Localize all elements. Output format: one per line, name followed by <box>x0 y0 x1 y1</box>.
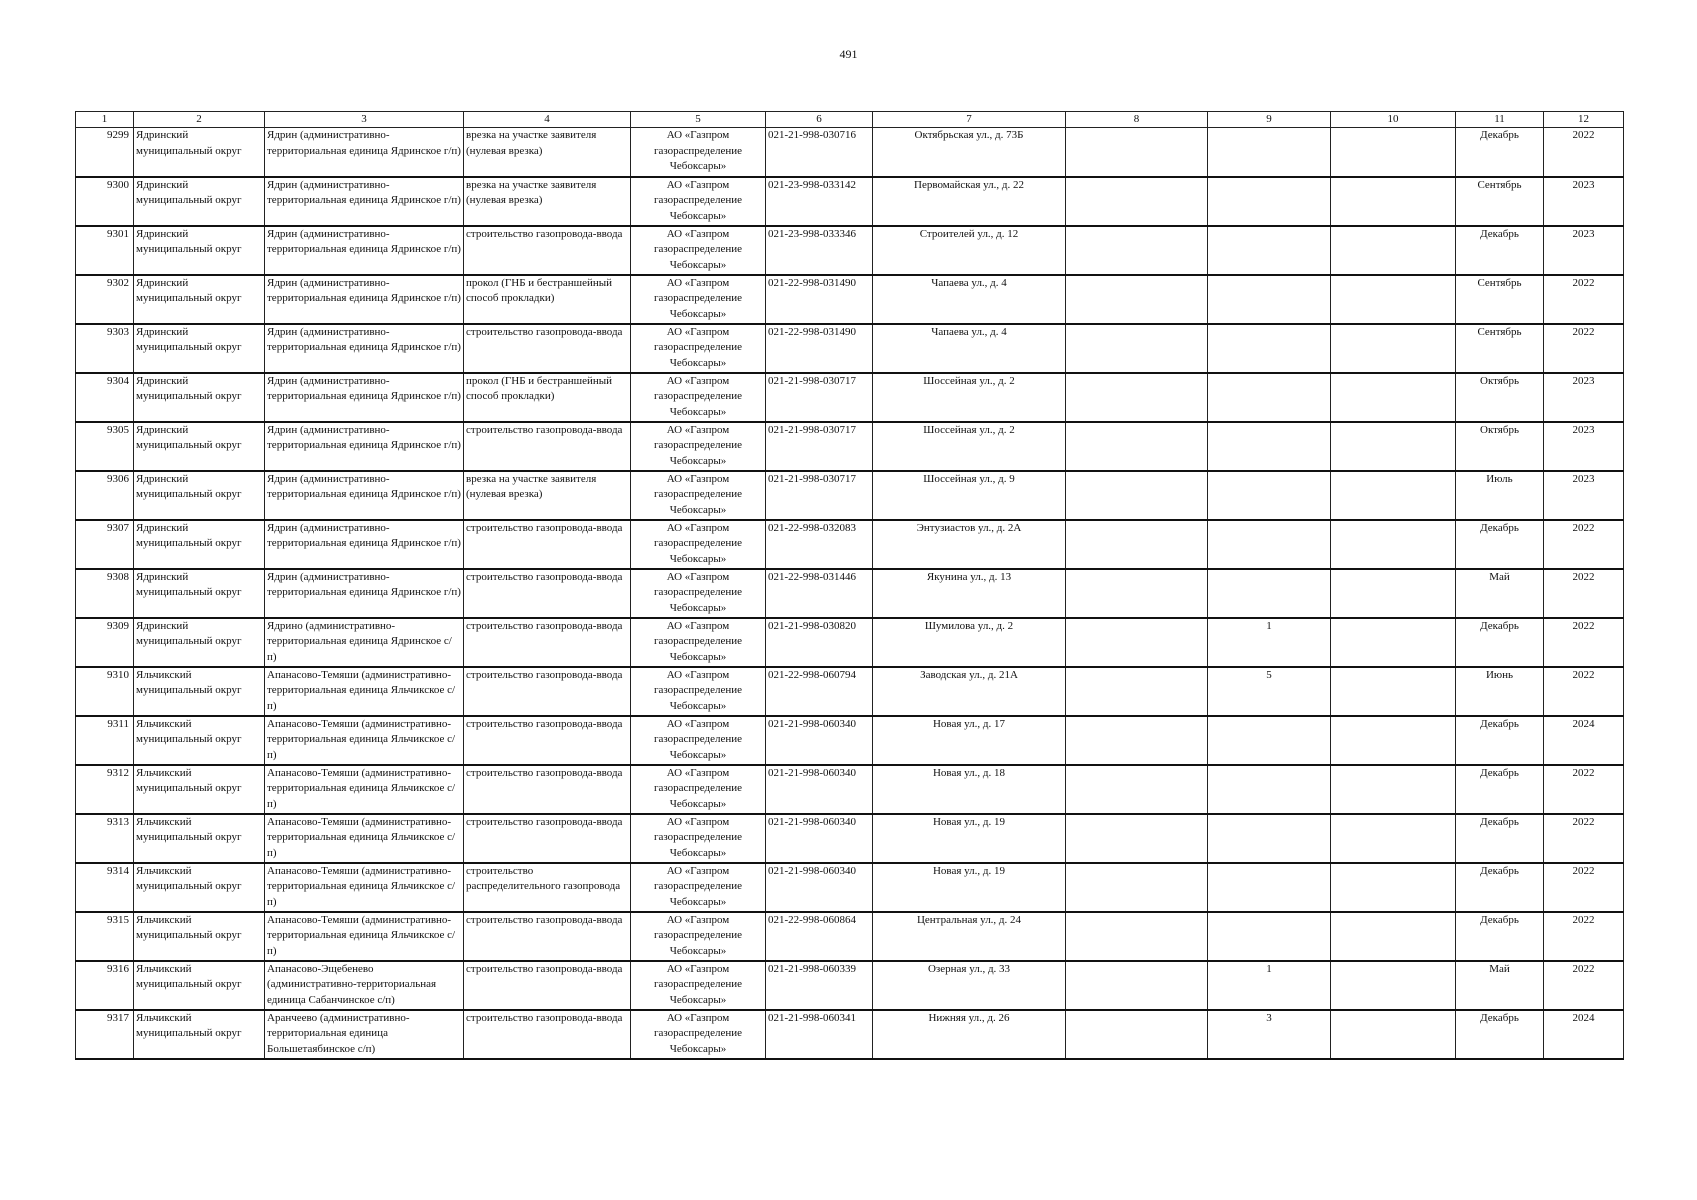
address-cell: Чапаева ул., д. 4 <box>873 324 1066 373</box>
work-type-cell: врезка на участке заявителя (нулевая врезка) <box>464 128 631 177</box>
table-row <box>76 716 1624 765</box>
address-cell: Шумилова ул., д. 2 <box>873 618 1066 667</box>
district-cell: Яльчикский муниципальный округ <box>134 814 265 863</box>
object-code-cell: 021-21-998-060340 <box>766 716 873 765</box>
month-cell: Октябрь <box>1456 422 1544 471</box>
page-number: 491 <box>839 47 858 61</box>
column-8-cell <box>1066 128 1208 177</box>
row-number-cell: 9306 <box>76 471 134 520</box>
column-9-cell <box>1208 324 1331 373</box>
address-cell: Шоссейная ул., д. 9 <box>873 471 1066 520</box>
month-cell: Декабрь <box>1456 128 1544 177</box>
column-9-cell <box>1208 471 1331 520</box>
settlement-cell: Апанасово-Темяши (административно-территориальная единица Яльчикское с/п) <box>265 716 464 765</box>
address-cell: Новая ул., д. 18 <box>873 765 1066 814</box>
column-header-2: 2 <box>134 112 265 128</box>
column-8-cell <box>1066 716 1208 765</box>
organization-cell: АО «Газпром газораспределение Чебоксары» <box>631 520 766 569</box>
organization-cell: АО «Газпром газораспределение Чебоксары» <box>631 618 766 667</box>
column-8-cell <box>1066 324 1208 373</box>
column-9-cell: 1 <box>1208 961 1331 1010</box>
district-cell: Яльчикский муниципальный округ <box>134 961 265 1010</box>
settlement-cell: Апанасово-Темяши (административно-территориальная единица Яльчикское с/п) <box>265 912 464 961</box>
organization-cell: АО «Газпром газораспределение Чебоксары» <box>631 422 766 471</box>
address-cell: Заводская ул., д. 21А <box>873 667 1066 716</box>
district-cell: Ядринский муниципальный округ <box>134 324 265 373</box>
column-9-cell <box>1208 373 1331 422</box>
district-cell: Яльчикский муниципальный округ <box>134 716 265 765</box>
settlement-cell: Ядрин (административно-территориальная единица Ядринское г/п) <box>265 128 464 177</box>
year-cell: 2022 <box>1544 324 1624 373</box>
column-8-cell <box>1066 863 1208 912</box>
column-9-cell <box>1208 716 1331 765</box>
work-type-cell: строительство газопровода-ввода <box>464 667 631 716</box>
month-cell: Декабрь <box>1456 618 1544 667</box>
object-code-cell: 021-21-998-060339 <box>766 961 873 1010</box>
work-type-cell: строительство газопровода-ввода <box>464 520 631 569</box>
column-10-cell <box>1331 128 1456 177</box>
object-code-cell: 021-21-998-030717 <box>766 471 873 520</box>
year-cell: 2022 <box>1544 128 1624 177</box>
row-number-cell: 9311 <box>76 716 134 765</box>
month-cell: Июль <box>1456 471 1544 520</box>
column-header-8: 8 <box>1066 112 1208 128</box>
column-header-9: 9 <box>1208 112 1331 128</box>
column-10-cell <box>1331 765 1456 814</box>
column-8-cell <box>1066 765 1208 814</box>
table-row <box>76 471 1624 520</box>
address-cell: Шоссейная ул., д. 2 <box>873 422 1066 471</box>
row-number-cell: 9302 <box>76 275 134 324</box>
organization-cell: АО «Газпром газораспределение Чебоксары» <box>631 569 766 618</box>
organization-cell: АО «Газпром газораспределение Чебоксары» <box>631 373 766 422</box>
column-9-cell <box>1208 814 1331 863</box>
year-cell: 2022 <box>1544 667 1624 716</box>
work-type-cell: строительство газопровода-ввода <box>464 1010 631 1059</box>
address-cell: Строителей ул., д. 12 <box>873 226 1066 275</box>
work-type-cell: строительство газопровода-ввода <box>464 569 631 618</box>
table-row <box>76 324 1624 373</box>
column-10-cell <box>1331 814 1456 863</box>
address-cell: Энтузиастов ул., д. 2А <box>873 520 1066 569</box>
row-number-cell: 9309 <box>76 618 134 667</box>
table-row <box>76 569 1624 618</box>
settlement-cell: Апанасово-Темяши (административно-территориальная единица Яльчикское с/п) <box>265 863 464 912</box>
column-10-cell <box>1331 618 1456 667</box>
column-10-cell <box>1331 716 1456 765</box>
table-row <box>76 814 1624 863</box>
column-8-cell <box>1066 177 1208 226</box>
year-cell: 2024 <box>1544 1010 1624 1059</box>
table-row <box>76 275 1624 324</box>
work-type-cell: строительство газопровода-ввода <box>464 814 631 863</box>
column-8-cell <box>1066 814 1208 863</box>
month-cell: Декабрь <box>1456 1010 1544 1059</box>
object-code-cell: 021-22-998-031490 <box>766 275 873 324</box>
row-number-cell: 9310 <box>76 667 134 716</box>
column-8-cell <box>1066 471 1208 520</box>
row-number-cell: 9313 <box>76 814 134 863</box>
column-9-cell <box>1208 275 1331 324</box>
object-code-cell: 021-22-998-031446 <box>766 569 873 618</box>
column-9-cell: 1 <box>1208 618 1331 667</box>
work-type-cell: прокол (ГНБ и бестраншейный способ прокладки) <box>464 373 631 422</box>
work-type-cell: врезка на участке заявителя (нулевая врезка) <box>464 471 631 520</box>
column-10-cell <box>1331 667 1456 716</box>
work-type-cell: прокол (ГНБ и бестраншейный способ прокладки) <box>464 275 631 324</box>
object-code-cell: 021-21-998-060340 <box>766 863 873 912</box>
column-header-11: 11 <box>1456 112 1544 128</box>
address-cell: Центральная ул., д. 24 <box>873 912 1066 961</box>
month-cell: Декабрь <box>1456 226 1544 275</box>
work-type-cell: строительство газопровода-ввода <box>464 716 631 765</box>
settlement-cell: Апанасово-Темяши (административно-территориальная единица Яльчикское с/п) <box>265 765 464 814</box>
column-10-cell <box>1331 373 1456 422</box>
column-10-cell <box>1331 569 1456 618</box>
district-cell: Яльчикский муниципальный округ <box>134 667 265 716</box>
year-cell: 2022 <box>1544 520 1624 569</box>
column-9-cell <box>1208 863 1331 912</box>
column-9-cell <box>1208 765 1331 814</box>
row-number-cell: 9315 <box>76 912 134 961</box>
month-cell: Декабрь <box>1456 912 1544 961</box>
table-header <box>76 112 1624 128</box>
address-cell: Новая ул., д. 19 <box>873 814 1066 863</box>
district-cell: Ядринский муниципальный округ <box>134 520 265 569</box>
organization-cell: АО «Газпром газораспределение Чебоксары» <box>631 667 766 716</box>
object-code-cell: 021-23-998-033346 <box>766 226 873 275</box>
column-header-4: 4 <box>464 112 631 128</box>
column-header-6: 6 <box>766 112 873 128</box>
settlement-cell: Ядрин (административно-территориальная единица Ядринское г/п) <box>265 324 464 373</box>
work-type-cell: строительство газопровода-ввода <box>464 422 631 471</box>
address-cell: Якунина ул., д. 13 <box>873 569 1066 618</box>
work-type-cell: врезка на участке заявителя (нулевая врезка) <box>464 177 631 226</box>
district-cell: Ядринский муниципальный округ <box>134 128 265 177</box>
row-number-cell: 9307 <box>76 520 134 569</box>
organization-cell: АО «Газпром газораспределение Чебоксары» <box>631 275 766 324</box>
year-cell: 2022 <box>1544 569 1624 618</box>
column-8-cell <box>1066 226 1208 275</box>
column-8-cell <box>1066 1010 1208 1059</box>
column-10-cell <box>1331 422 1456 471</box>
column-10-cell <box>1331 520 1456 569</box>
work-type-cell: строительство газопровода-ввода <box>464 765 631 814</box>
settlement-cell: Ядрин (административно-территориальная единица Ядринское г/п) <box>265 177 464 226</box>
month-cell: Май <box>1456 961 1544 1010</box>
month-cell: Декабрь <box>1456 863 1544 912</box>
column-header-3: 3 <box>265 112 464 128</box>
column-8-cell <box>1066 912 1208 961</box>
settlement-cell: Аранчеево (административно-территориальная единица Большетаябинское с/п) <box>265 1010 464 1059</box>
work-type-cell: строительство распределительного газопровода <box>464 863 631 912</box>
column-header-7: 7 <box>873 112 1066 128</box>
table-row <box>76 618 1624 667</box>
year-cell: 2024 <box>1544 716 1624 765</box>
district-cell: Ядринский муниципальный округ <box>134 275 265 324</box>
column-header-5: 5 <box>631 112 766 128</box>
month-cell: Сентябрь <box>1456 177 1544 226</box>
table-row <box>76 667 1624 716</box>
work-type-cell: строительство газопровода-ввода <box>464 618 631 667</box>
column-9-cell <box>1208 912 1331 961</box>
row-number-cell: 9316 <box>76 961 134 1010</box>
settlement-cell: Ядрин (административно-территориальная единица Ядринское г/п) <box>265 275 464 324</box>
work-type-cell: строительство газопровода-ввода <box>464 324 631 373</box>
column-8-cell <box>1066 275 1208 324</box>
year-cell: 2022 <box>1544 863 1624 912</box>
column-10-cell <box>1331 863 1456 912</box>
row-number-cell: 9312 <box>76 765 134 814</box>
column-9-cell: 5 <box>1208 667 1331 716</box>
settlement-cell: Ядрин (административно-территориальная единица Ядринское г/п) <box>265 422 464 471</box>
work-type-cell: строительство газопровода-ввода <box>464 961 631 1010</box>
object-code-cell: 021-22-998-060794 <box>766 667 873 716</box>
month-cell: Декабрь <box>1456 520 1544 569</box>
table-row <box>76 373 1624 422</box>
organization-cell: АО «Газпром газораспределение Чебоксары» <box>631 1010 766 1059</box>
year-cell: 2022 <box>1544 961 1624 1010</box>
organization-cell: АО «Газпром газораспределение Чебоксары» <box>631 324 766 373</box>
column-8-cell <box>1066 373 1208 422</box>
table-body <box>76 128 1624 1059</box>
settlement-cell: Апанасово-Темяши (административно-территориальная единица Яльчикское с/п) <box>265 667 464 716</box>
table-row <box>76 128 1624 177</box>
gasification-schedule-table <box>75 111 1624 1060</box>
address-cell: Октябрьская ул., д. 73Б <box>873 128 1066 177</box>
year-cell: 2023 <box>1544 471 1624 520</box>
address-cell: Нижняя ул., д. 26 <box>873 1010 1066 1059</box>
organization-cell: АО «Газпром газораспределение Чебоксары» <box>631 226 766 275</box>
table-row <box>76 520 1624 569</box>
district-cell: Яльчикский муниципальный округ <box>134 765 265 814</box>
month-cell: Май <box>1456 569 1544 618</box>
organization-cell: АО «Газпром газораспределение Чебоксары» <box>631 961 766 1010</box>
column-9-cell <box>1208 226 1331 275</box>
year-cell: 2022 <box>1544 618 1624 667</box>
address-cell: Шоссейная ул., д. 2 <box>873 373 1066 422</box>
column-8-cell <box>1066 618 1208 667</box>
row-number-cell: 9301 <box>76 226 134 275</box>
year-cell: 2023 <box>1544 177 1624 226</box>
row-number-cell: 9314 <box>76 863 134 912</box>
column-10-cell <box>1331 324 1456 373</box>
row-number-cell: 9299 <box>76 128 134 177</box>
column-9-cell <box>1208 177 1331 226</box>
object-code-cell: 021-23-998-033142 <box>766 177 873 226</box>
month-cell: Декабрь <box>1456 814 1544 863</box>
column-header-1: 1 <box>76 112 134 128</box>
column-8-cell <box>1066 520 1208 569</box>
district-cell: Ядринский муниципальный округ <box>134 177 265 226</box>
column-8-cell <box>1066 422 1208 471</box>
object-code-cell: 021-22-998-032083 <box>766 520 873 569</box>
table-row <box>76 177 1624 226</box>
table-row <box>76 1010 1624 1059</box>
object-code-cell: 021-22-998-031490 <box>766 324 873 373</box>
column-9-cell <box>1208 569 1331 618</box>
object-code-cell: 021-21-998-060341 <box>766 1010 873 1059</box>
settlement-cell: Ядрин (административно-территориальная единица Ядринское г/п) <box>265 373 464 422</box>
organization-cell: АО «Газпром газораспределение Чебоксары» <box>631 128 766 177</box>
year-cell: 2022 <box>1544 275 1624 324</box>
year-cell: 2022 <box>1544 912 1624 961</box>
table-row <box>76 226 1624 275</box>
district-cell: Яльчикский муниципальный округ <box>134 863 265 912</box>
object-code-cell: 021-21-998-030716 <box>766 128 873 177</box>
row-number-cell: 9305 <box>76 422 134 471</box>
column-9-cell <box>1208 520 1331 569</box>
year-cell: 2023 <box>1544 226 1624 275</box>
column-10-cell <box>1331 177 1456 226</box>
settlement-cell: Ядрин (административно-территориальная единица Ядринское г/п) <box>265 520 464 569</box>
column-8-cell <box>1066 667 1208 716</box>
year-cell: 2023 <box>1544 422 1624 471</box>
district-cell: Ядринский муниципальный округ <box>134 569 265 618</box>
table-row <box>76 961 1624 1010</box>
column-8-cell <box>1066 569 1208 618</box>
header-row <box>76 112 1624 128</box>
month-cell: Декабрь <box>1456 765 1544 814</box>
column-9-cell: 3 <box>1208 1010 1331 1059</box>
district-cell: Ядринский муниципальный округ <box>134 373 265 422</box>
table-row <box>76 422 1624 471</box>
year-cell: 2023 <box>1544 373 1624 422</box>
settlement-cell: Ядрин (административно-территориальная единица Ядринское г/п) <box>265 226 464 275</box>
column-8-cell <box>1066 961 1208 1010</box>
organization-cell: АО «Газпром газораспределение Чебоксары» <box>631 814 766 863</box>
settlement-cell: Апанасово-Эщебенево (административно-территориальная единица Сабанчинское с/п) <box>265 961 464 1010</box>
settlement-cell: Апанасово-Темяши (административно-территориальная единица Яльчикское с/п) <box>265 814 464 863</box>
row-number-cell: 9308 <box>76 569 134 618</box>
row-number-cell: 9303 <box>76 324 134 373</box>
address-cell: Новая ул., д. 17 <box>873 716 1066 765</box>
table-row <box>76 912 1624 961</box>
object-code-cell: 021-21-998-030717 <box>766 373 873 422</box>
district-cell: Ядринский муниципальный округ <box>134 618 265 667</box>
month-cell: Сентябрь <box>1456 275 1544 324</box>
object-code-cell: 021-21-998-060340 <box>766 765 873 814</box>
address-cell: Чапаева ул., д. 4 <box>873 275 1066 324</box>
row-number-cell: 9300 <box>76 177 134 226</box>
month-cell: Октябрь <box>1456 373 1544 422</box>
settlement-cell: Ядрин (административно-территориальная единица Ядринское г/п) <box>265 569 464 618</box>
column-9-cell <box>1208 422 1331 471</box>
column-header-12: 12 <box>1544 112 1624 128</box>
district-cell: Яльчикский муниципальный округ <box>134 912 265 961</box>
month-cell: Сентябрь <box>1456 324 1544 373</box>
column-9-cell <box>1208 128 1331 177</box>
table-row <box>76 765 1624 814</box>
year-cell: 2022 <box>1544 765 1624 814</box>
month-cell: Декабрь <box>1456 716 1544 765</box>
column-10-cell <box>1331 471 1456 520</box>
object-code-cell: 021-22-998-060864 <box>766 912 873 961</box>
column-10-cell <box>1331 912 1456 961</box>
document-table-container <box>75 111 1623 1060</box>
address-cell: Новая ул., д. 19 <box>873 863 1066 912</box>
work-type-cell: строительство газопровода-ввода <box>464 226 631 275</box>
settlement-cell: Ядрино (административно-территориальная единица Ядринское с/п) <box>265 618 464 667</box>
row-number-cell: 9304 <box>76 373 134 422</box>
organization-cell: АО «Газпром газораспределение Чебоксары» <box>631 863 766 912</box>
object-code-cell: 021-21-998-030717 <box>766 422 873 471</box>
year-cell: 2022 <box>1544 814 1624 863</box>
table-row <box>76 863 1624 912</box>
column-10-cell <box>1331 961 1456 1010</box>
organization-cell: АО «Газпром газораспределение Чебоксары» <box>631 177 766 226</box>
organization-cell: АО «Газпром газораспределение Чебоксары» <box>631 716 766 765</box>
column-10-cell <box>1331 1010 1456 1059</box>
settlement-cell: Ядрин (административно-территориальная единица Ядринское г/п) <box>265 471 464 520</box>
organization-cell: АО «Газпром газораспределение Чебоксары» <box>631 912 766 961</box>
object-code-cell: 021-21-998-060340 <box>766 814 873 863</box>
address-cell: Первомайская ул., д. 22 <box>873 177 1066 226</box>
district-cell: Яльчикский муниципальный округ <box>134 1010 265 1059</box>
row-number-cell: 9317 <box>76 1010 134 1059</box>
column-10-cell <box>1331 275 1456 324</box>
address-cell: Озерная ул., д. 33 <box>873 961 1066 1010</box>
column-10-cell <box>1331 226 1456 275</box>
work-type-cell: строительство газопровода-ввода <box>464 912 631 961</box>
organization-cell: АО «Газпром газораспределение Чебоксары» <box>631 765 766 814</box>
district-cell: Ядринский муниципальный округ <box>134 471 265 520</box>
organization-cell: АО «Газпром газораспределение Чебоксары» <box>631 471 766 520</box>
object-code-cell: 021-21-998-030820 <box>766 618 873 667</box>
district-cell: Ядринский муниципальный округ <box>134 226 265 275</box>
district-cell: Ядринский муниципальный округ <box>134 422 265 471</box>
column-header-10: 10 <box>1331 112 1456 128</box>
month-cell: Июнь <box>1456 667 1544 716</box>
